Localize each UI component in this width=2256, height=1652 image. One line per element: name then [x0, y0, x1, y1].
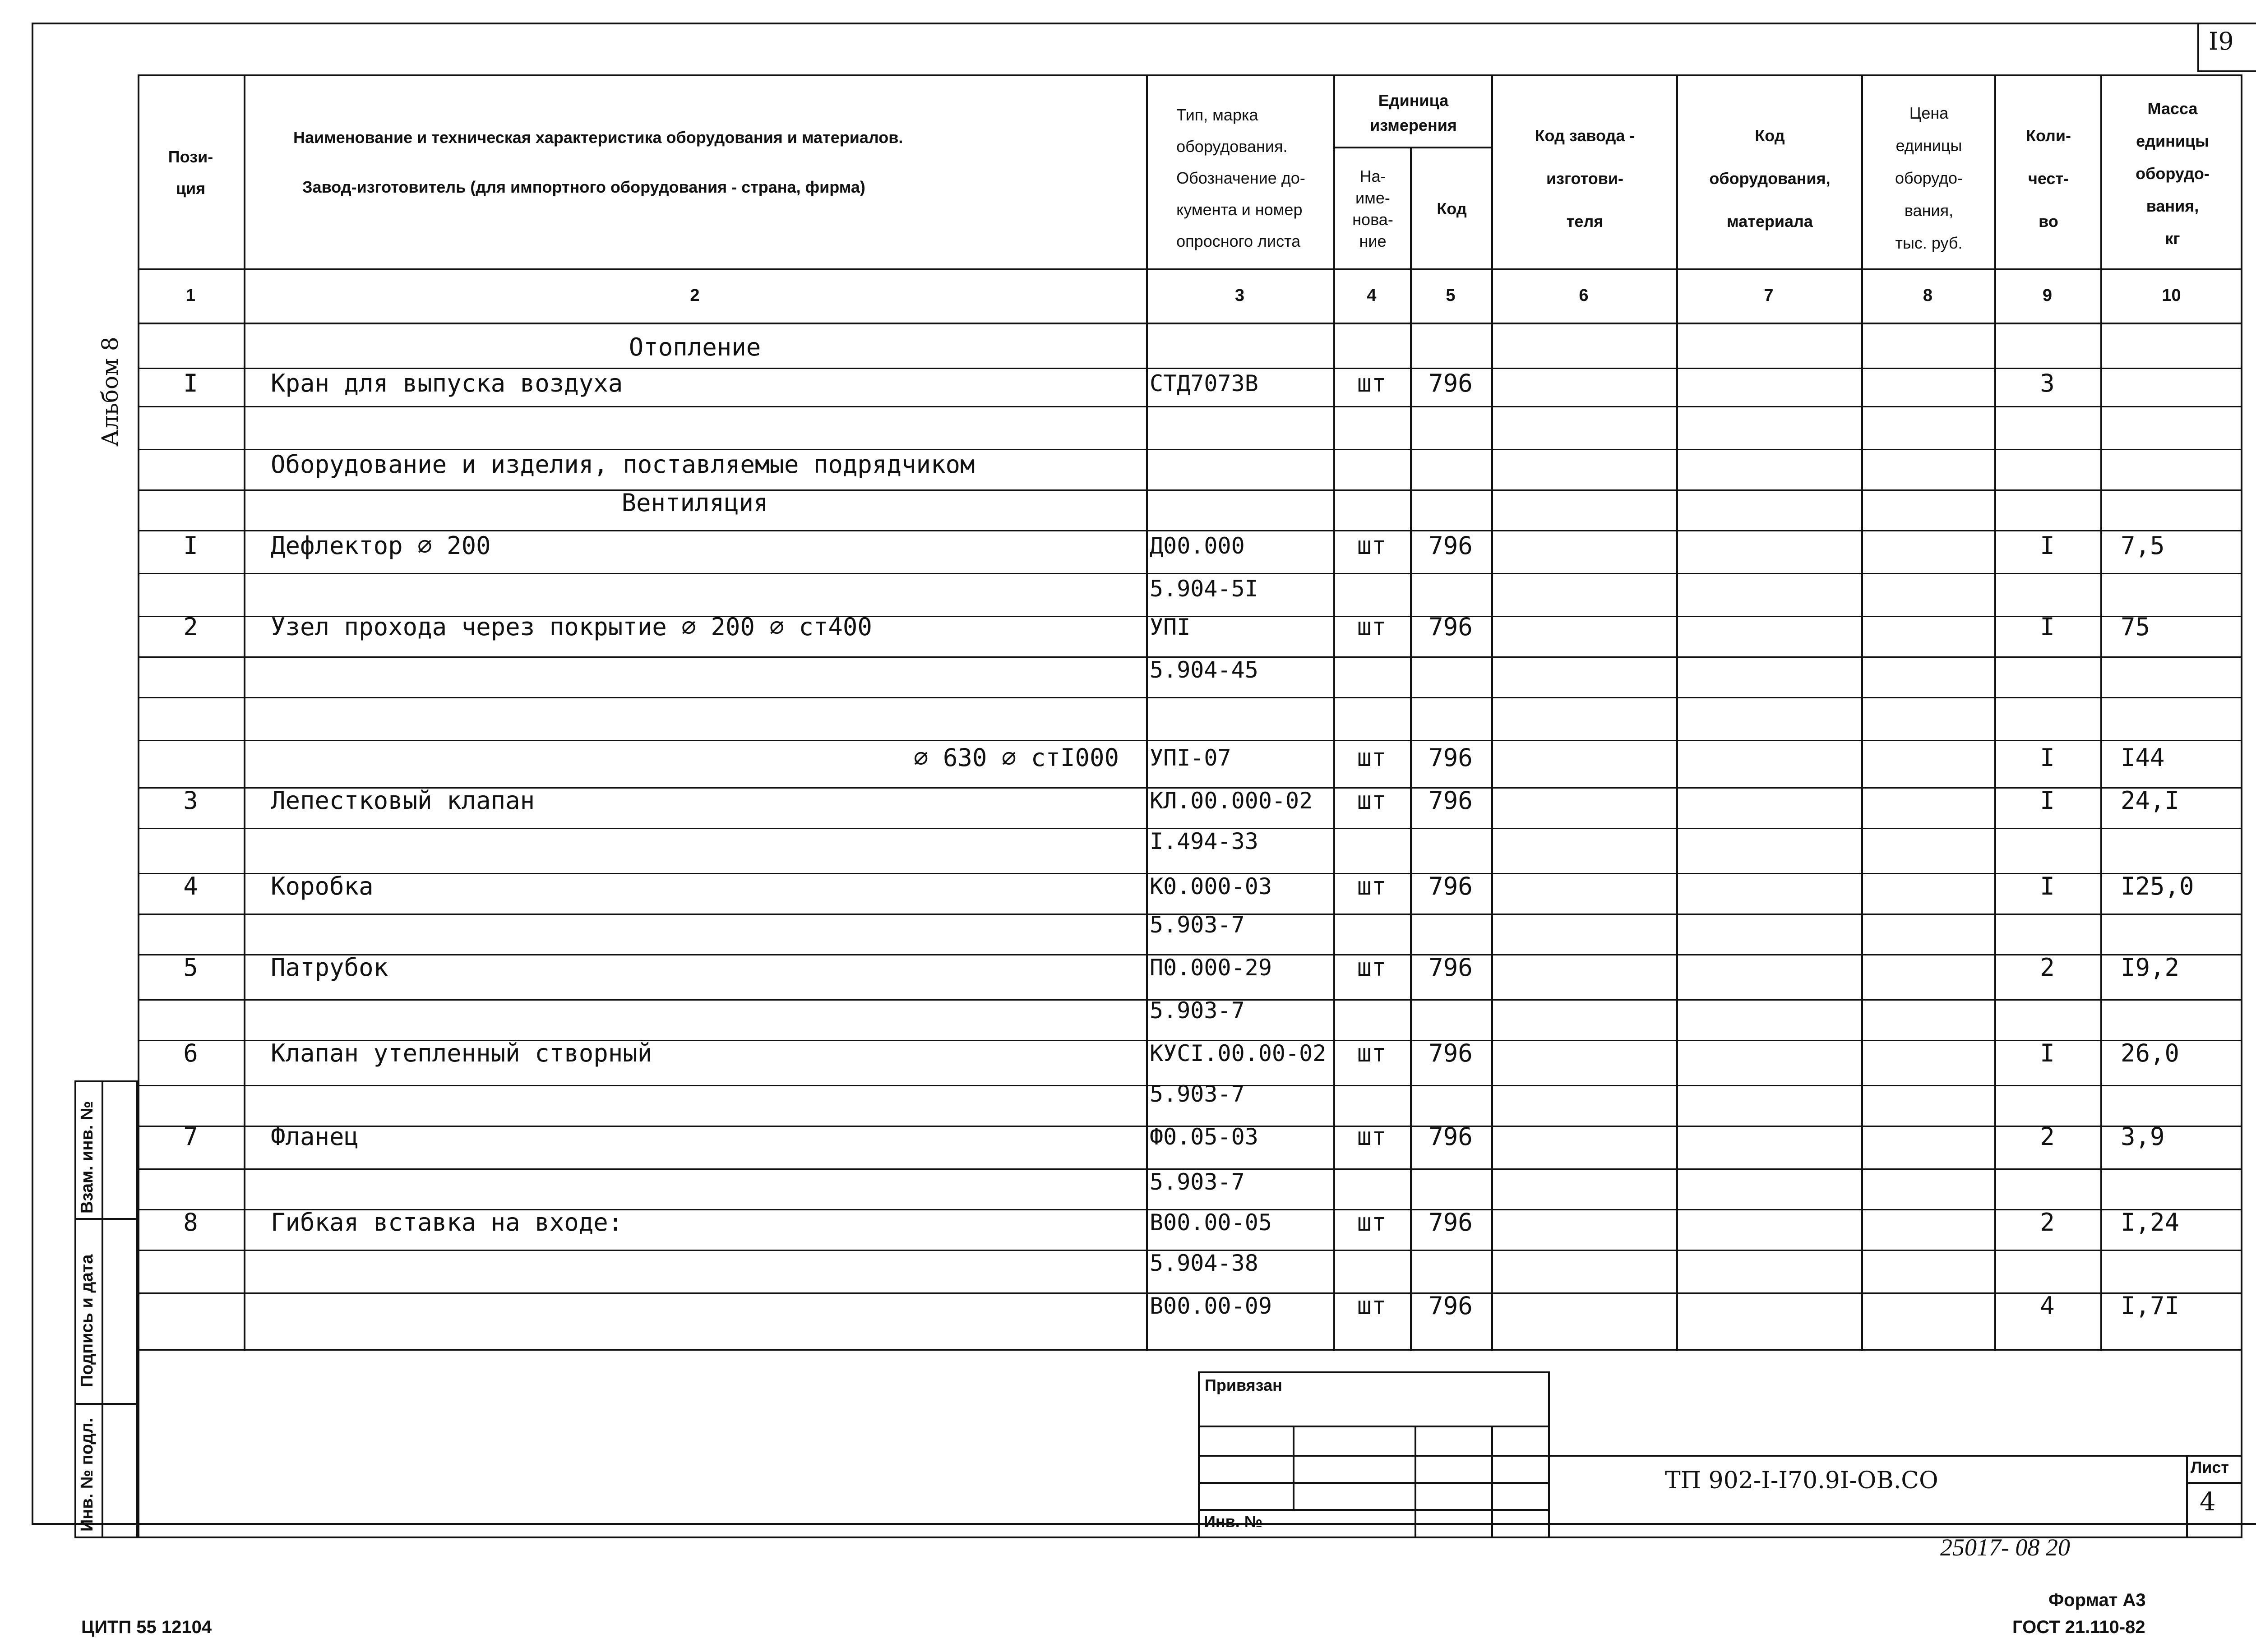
row-21-code: 796	[1428, 1208, 1473, 1237]
row-21-name: Гибкая вставка на входе:	[271, 1208, 623, 1237]
header-quantity: Коли- чест- во	[2025, 126, 2071, 231]
row-separator	[138, 406, 2242, 407]
handwritten-number: 25017- 08 20	[1940, 1534, 2070, 1561]
row-1-code: 796	[1428, 369, 1473, 397]
colnum-7: 7	[1764, 286, 1774, 305]
row-11-name: Лепестковый клапан	[271, 786, 535, 815]
row-12-type: I.494-33	[1150, 828, 1258, 854]
row-11-pos: 3	[183, 786, 198, 815]
col-line-7	[1861, 74, 1863, 1351]
row-13-name: Коробка	[271, 872, 374, 900]
colnum-4: 4	[1367, 286, 1377, 305]
col-line-3	[1333, 74, 1335, 1351]
row-21-type: В00.00-05	[1150, 1209, 1272, 1236]
col-line-2	[1146, 74, 1148, 1351]
header-bottom-line	[138, 268, 2242, 270]
row-0-name: Отопление	[629, 333, 761, 361]
row-11-code: 796	[1428, 786, 1473, 815]
row-19-name: Фланец	[271, 1122, 359, 1151]
row-13-mass: I25,0	[2121, 872, 2194, 900]
stamp-line-4	[1198, 1509, 1550, 1511]
doc-code-line	[1550, 1455, 2242, 1457]
colnum-9: 9	[2042, 286, 2053, 305]
header-unit: Единица измерения	[1370, 91, 1457, 134]
row-17-name: Клапан утепленный створный	[271, 1039, 652, 1067]
row-separator	[138, 573, 2242, 574]
side-label-signature: Подпись и дата	[78, 1254, 97, 1387]
row-13-pos: 4	[183, 872, 198, 900]
header-position: Пози- ция	[168, 147, 213, 198]
sheet-box-split	[2186, 1482, 2242, 1484]
stamp-inv-label: Инв. №	[1204, 1512, 1262, 1531]
side-stamp-split-1	[74, 1218, 138, 1220]
row-15-mass: I9,2	[2121, 953, 2180, 982]
header-mass: Масса единицы оборудо- вания, кг	[2136, 99, 2210, 248]
row-19-code: 796	[1428, 1122, 1473, 1151]
row-19-type: Ф0.05-03	[1150, 1124, 1258, 1150]
header-plant-code: Код завода - изготови- теля	[1535, 126, 1635, 231]
row-13-qty: I	[2040, 872, 2055, 900]
row-5-pos: I	[183, 531, 198, 560]
footer-left: ЦИТП 55 12104	[81, 1617, 212, 1637]
row-23-type: В00.00-09	[1150, 1293, 1272, 1319]
colnum-6: 6	[1579, 286, 1589, 305]
row-15-pos: 5	[183, 953, 198, 982]
side-stamp-vline	[102, 1080, 103, 1538]
row-21-pos: 8	[183, 1208, 198, 1237]
row-18-type: 5.903-7	[1150, 1081, 1245, 1107]
row-22-type: 5.904-38	[1150, 1250, 1258, 1276]
header-price: Цена единицы оборудо- вания, тыс. руб.	[1895, 104, 1963, 252]
colnum-bottom-line	[138, 323, 2242, 324]
row-7-mass: 75	[2121, 613, 2150, 641]
side-label-inv-podl: Инв. № подл.	[78, 1417, 97, 1532]
row-17-unit: шт	[1357, 1039, 1387, 1067]
header-name-line1: Наименование и техническая характеристика оборудования и материалов.	[293, 128, 903, 147]
row-3-name: Оборудование и изделия, поставляемые подрядчиком	[271, 450, 975, 479]
row-1-pos: I	[183, 369, 198, 397]
row-15-code: 796	[1428, 953, 1473, 982]
header-unit-name: На- име- нова- ние	[1352, 166, 1393, 250]
row-11-qty: I	[2040, 786, 2055, 815]
header-type: Тип, марка оборудования. Обозначение до- кумента и номер опросного листа	[1176, 106, 1305, 250]
row-1-unit: шт	[1357, 369, 1387, 397]
row-10-code: 796	[1428, 743, 1473, 772]
footer-right: ГОСТ 21.110-82	[2012, 1617, 2145, 1637]
table-bottom-line	[138, 1349, 2242, 1351]
row-17-code: 796	[1428, 1039, 1473, 1067]
row-23-code: 796	[1428, 1292, 1473, 1320]
row-19-qty: 2	[2040, 1122, 2055, 1151]
row-7-unit: шт	[1357, 613, 1387, 641]
stamp-line-2	[1198, 1455, 1550, 1457]
col-line-8	[1994, 74, 1996, 1351]
row-1-type: СТД7073В	[1150, 370, 1258, 397]
row-10-mass: I44	[2121, 743, 2165, 772]
col-line-9	[2100, 74, 2102, 1351]
row-13-code: 796	[1428, 872, 1473, 900]
sheet-box-line	[2186, 1455, 2188, 1538]
row-6-type: 5.904-5I	[1150, 576, 1258, 602]
row-17-pos: 6	[183, 1039, 198, 1067]
stamp-line-3	[1198, 1482, 1550, 1484]
row-7-name: Узел прохода через покрытие ∅ 200 ∅ ст400	[271, 613, 872, 641]
row-8-type: 5.904-45	[1150, 657, 1258, 683]
row-5-mass: 7,5	[2121, 531, 2165, 560]
unit-split-line	[1333, 147, 1491, 148]
row-21-mass: I,24	[2121, 1208, 2180, 1237]
format-label: Формат А3	[2048, 1590, 2146, 1610]
header-equipment-code: Код оборудования, материала	[1709, 126, 1831, 231]
row-23-unit: шт	[1357, 1292, 1387, 1320]
row-17-mass: 26,0	[2121, 1039, 2180, 1067]
row-5-name: Дефлектор ∅ 200	[271, 531, 491, 560]
row-11-unit: шт	[1357, 786, 1387, 815]
row-21-qty: 2	[2040, 1208, 2055, 1237]
album-label: Альбом 8	[97, 337, 123, 447]
row-21-unit: шт	[1357, 1208, 1387, 1237]
row-separator	[138, 697, 2242, 698]
row-11-mass: 24,I	[2121, 786, 2180, 815]
row-5-unit: шт	[1357, 531, 1387, 560]
colnum-1: 1	[185, 286, 196, 305]
row-23-mass: I,7I	[2121, 1292, 2180, 1320]
colnum-2: 2	[690, 286, 700, 305]
row-10-name: ∅ 630 ∅ стI000	[913, 743, 1119, 772]
stamp-attached-label: Привязан	[1205, 1376, 1282, 1394]
row-15-qty: 2	[2040, 953, 2055, 982]
row-5-qty: I	[2040, 531, 2055, 560]
sheet-number: I9	[2209, 27, 2234, 55]
row-10-type: УПI-07	[1150, 745, 1231, 771]
row-7-code: 796	[1428, 613, 1473, 641]
side-stamp-split-2	[74, 1403, 138, 1405]
col-line-5	[1491, 74, 1493, 1351]
col-line-1	[244, 74, 245, 1351]
header-name-line2: Завод-изготовитель (для импортного оборудования - страна, фирма)	[302, 178, 865, 196]
colnum-8: 8	[1923, 286, 1933, 305]
row-19-mass: 3,9	[2121, 1122, 2165, 1151]
stamp-vline-3	[1491, 1426, 1493, 1538]
row-19-pos: 7	[183, 1122, 198, 1151]
header-unit-code: Код	[1437, 199, 1467, 218]
doc-code: ТП 902-I-I70.9I-ОВ.СО	[1665, 1467, 1938, 1494]
row-16-type: 5.903-7	[1150, 997, 1245, 1024]
row-15-name: Патрубок	[271, 953, 388, 982]
row-1-qty: 3	[2040, 369, 2055, 397]
row-4-name: Вентиляция	[621, 489, 768, 517]
row-5-code: 796	[1428, 531, 1473, 560]
row-7-pos: 2	[183, 613, 198, 641]
row-13-unit: шт	[1357, 872, 1387, 900]
stamp-line-1	[1198, 1426, 1550, 1427]
row-5-type: Д00.000	[1150, 533, 1245, 559]
row-13-type: К0.000-03	[1150, 873, 1272, 900]
row-23-qty: 4	[2040, 1292, 2055, 1320]
row-1-name: Кран для выпуска воздуха	[271, 369, 623, 397]
row-7-qty: I	[2040, 613, 2055, 641]
row-19-unit: шт	[1357, 1122, 1387, 1151]
row-7-type: УПI	[1150, 614, 1191, 640]
row-10-qty: I	[2040, 743, 2055, 772]
col-line-6	[1676, 74, 1678, 1351]
row-17-qty: I	[2040, 1039, 2055, 1067]
colnum-10: 10	[2162, 286, 2181, 305]
row-15-unit: шт	[1357, 953, 1387, 982]
row-20-type: 5.903-7	[1150, 1169, 1245, 1195]
row-17-type: КУСI.00.00-02	[1150, 1040, 1327, 1066]
row-15-type: П0.000-29	[1150, 955, 1272, 981]
colnum-5: 5	[1446, 286, 1456, 305]
sheet-label: Лист	[2191, 1458, 2229, 1477]
stamp-vline-1	[1293, 1426, 1294, 1509]
side-label-vzam: Взам. инв. №	[78, 1101, 97, 1214]
stamp-vline-2	[1415, 1426, 1416, 1538]
colnum-3: 3	[1234, 286, 1245, 305]
row-11-type: КЛ.00.000-02	[1150, 788, 1313, 814]
row-10-unit: шт	[1357, 743, 1387, 772]
row-separator	[138, 740, 2242, 741]
row-14-type: 5.903-7	[1150, 912, 1245, 938]
sheet-value: 4	[2200, 1487, 2216, 1517]
